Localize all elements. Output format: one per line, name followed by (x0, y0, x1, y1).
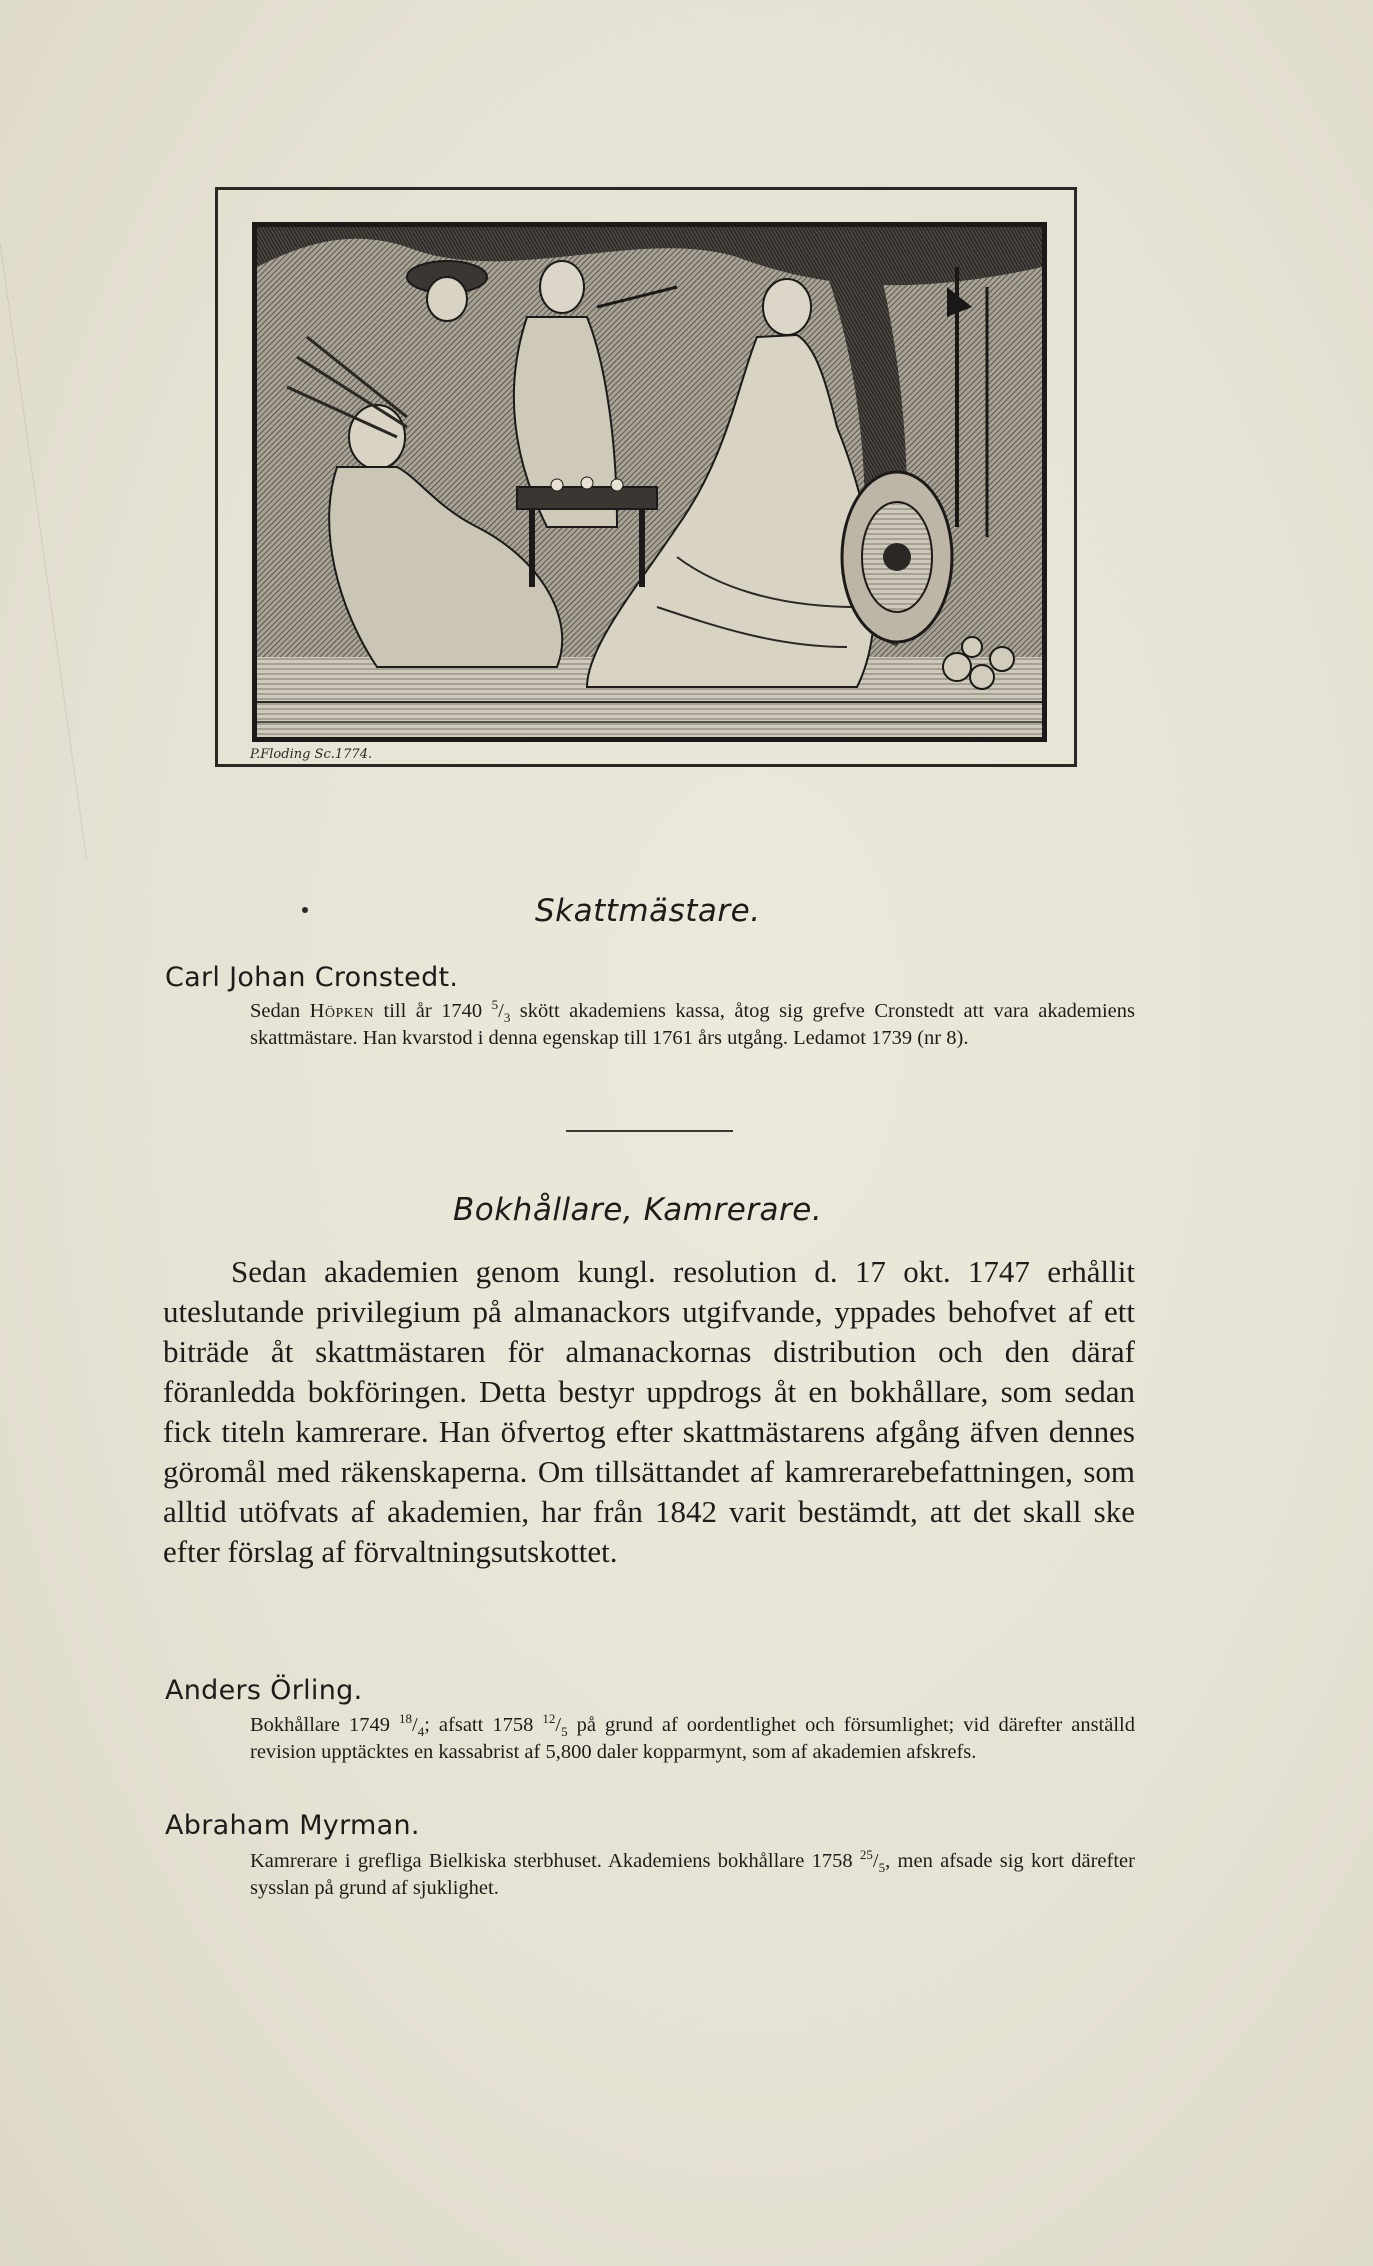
decorative-dot (302, 907, 308, 913)
person-name-orling: Anders Örling. (165, 1675, 363, 1706)
section-heading-bokhallare: Bokhållare, Kamrerare. (453, 1192, 823, 1228)
name-hopken: Höpken (309, 1000, 375, 1022)
person-bio-myrman: Kamrerare i grefliga Bielkiska sterbhuset. Akademiens bokhållare 1758 $^{25}/_5$, men afsade sig kort därefter sysslan på grund af sjuklighet. (250, 1847, 1135, 1899)
bokhallare-paragraph: Sedan akademien genom kungl. resolution d. 17 okt. 1747 erhållit uteslutande privilegium på almanackors utgifvande, yppades behofvet af ett biträde åt skattmästaren för almanackornas distribution och den däraf föranledda bokföringen. Detta bestyr uppdrogs åt en bokhållare, som sedan fick titeln kamrerare. Han öfvertog efter skattmästarens afgång äfven dennes göromål med räkenskaperna. Om tillsättandet af kamrerarebefattningen, som alltid utöfvats af akademien, har från 1842 varit bestämdt, att det skall ske efter förslag af förvaltningsutskottet. (163, 1254, 1135, 1569)
person-name-myrman: Abraham Myrman. (165, 1810, 420, 1841)
page-fold-shadow (0, 60, 247, 860)
engraving-image (257, 227, 1042, 737)
section-heading-skattmastare: Skattmästare. (535, 893, 761, 929)
person-bio-cronstedt: Sedan Höpken till år 1740 $^5/_3$ skött akademiens kassa, åtog sig grefve Cronstedt att vara akademiens skattmästare. Han kvarstod i denna egenskap till 1761 års utgång. Ledamot 1739 (nr 8). (250, 997, 1135, 1049)
person-name-cronstedt: Carl Johan Cronstedt. (165, 962, 459, 993)
section-divider (566, 1130, 733, 1132)
engraver-signature: P.Floding Sc.1774. (250, 747, 373, 762)
engraving-illustration (252, 222, 1047, 742)
person-bio-orling: Bokhållare 1749 $^{18}/_4$; afsatt 1758 $^{12}/_5$ på grund af oordentlighet och försumlighet; vid därefter anställd revision upptäcktes en kassabrist af 5,800 daler kopparmynt, som af akademien afskrefs. (250, 1711, 1135, 1763)
